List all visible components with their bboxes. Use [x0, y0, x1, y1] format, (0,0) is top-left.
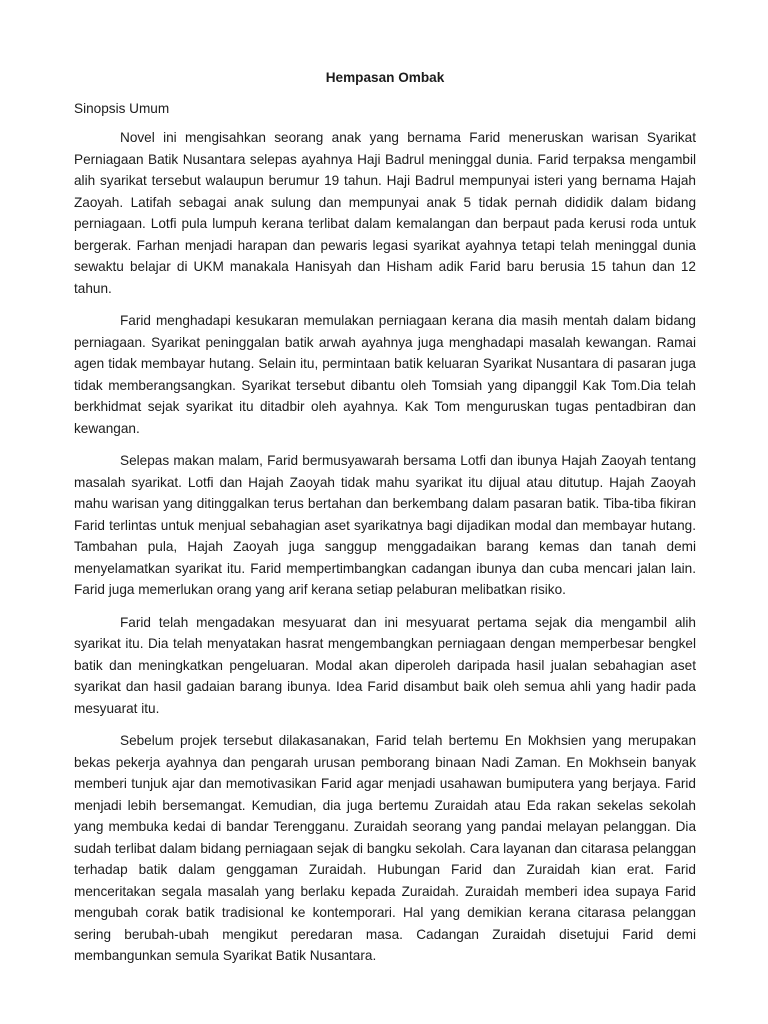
- paragraph-3: Selepas makan malam, Farid bermusyawarah bersama Lotfi dan ibunya Hajah Zaoyah tentang masalah syarikat. Lotfi dan Hajah Zaoyah tidak mahu syarikat itu dijual atau ditutup. Hajah Zaoyah mahu warisan yang ditinggalkan terus bertahan dan berkembang dalam pasaran batik. Tiba-tiba fikiran Farid terlintas untuk menjual sebahagian aset syarikatnya bagi dijadikan modal dan membayar hutang. Tambahan pula, Hajah Zaoyah juga sanggup menggadaikan barang kemas dan tanah demi menyelamatkan syarikat itu. Farid mempertimbangkan cadangan ibunya dan cuba mencari jalan lain. Farid juga memerlukan orang yang arif kerana setiap pelaburan melibatkan risiko.: [74, 453, 696, 597]
- section-heading: Sinopsis Umum: [74, 101, 170, 116]
- paragraph-2: Farid menghadapi kesukaran memulakan perniagaan kerana dia masih mentah dalam bidang perniagaan. Syarikat peninggalan batik arwah ayahnya juga menghadapi masalah kewangan. Ramai agen tidak membayar hutang. Selain itu, permintaan batik keluaran Syarikat Nusantara di pasaran juga tidak memberangsangkan. Syarikat tersebut dibantu oleh Tomsiah yang dipanggil Kak Tom.Dia telah berkhidmat sejak syarikat itu ditadbir oleh ayahnya. Kak Tom menguruskan tugas pentadbiran dan kewangan.: [74, 313, 696, 436]
- paragraph-4: Farid telah mengadakan mesyuarat dan ini mesyuarat pertama sejak dia mengambil alih syarikat itu. Dia telah menyatakan hasrat mengembangkan perniagaan dengan memperbesar bengkel batik dan meningkatkan pengeluaran. Modal akan diperoleh daripada hasil jualan sebahagian aset syarikat dan hasil gadaian barang ibunya. Idea Farid disambut baik oleh semua ahli yang hadir pada mesyuarat itu.: [74, 614, 696, 716]
- paragraph-1: Novel ini mengisahkan seorang anak yang bernama Farid meneruskan warisan Syarikat Perniagaan Batik Nusantara selepas ayahnya Haji Badrul meninggal dunia. Farid terpaksa mengambil alih syarikat tersebut walaupun berumur 19 tahun. Haji Badrul mempunyai isteri yang bernama Hajah Zaoyah. Latifah sebagai anak sulung dan mempunyai anak 5 tidak pernah dididik dalam bidang perniagaan. Lotfi pula lumpuh kerana terlibat dalam kemalangan dan berpaut pada kerusi roda untuk bergerak. Farhan menjadi harapan dan pewaris legasi syarikat ayahnya tetapi telah meninggal dunia sewaktu belajar di UKM manakala Hanisyah dan Hisham adik Farid baru berusia 15 tahun dan 12 tahun.: [74, 130, 696, 296]
- paragraph-5: Sebelum projek tersebut dilakasanakan, Farid telah bertemu En Mokhsien yang merupakan bekas pekerja ayahnya dan pengarah urusan pemborang binaan Nadi Zaman. En Mokhsein banyak memberi tunjuk ajar dan memotivasikan Farid agar menjadi usahawan bumiputera yang berjaya. Farid menjadi lebih bersemangat. Kemudian, dia juga bertemu Zuraidah atau Eda rakan sekelas sekolah yang membuka kedai di bandar Terengganu. Zuraidah seorang yang pandai melayan pelanggan. Dia sudah terlibat dalam bidang perniagaan sejak di bangku sekolah. Cara layanan dan citarasa pelanggan terhadap batik dalam genggaman Zuraidah. Hubungan Farid dan Zuraidah kian erat. Farid menceritakan segala masalah yang berlaku kepada Zuraidah. Zuraidah memberi idea supaya Farid mengubah corak batik tradisional ke kontemporari. Hal yang demikian kerana citarasa pelanggan sering berubah-ubah mengikut peredaran masa. Cadangan Zuraidah disetujui Farid demi membangunkan semula Syarikat Batik Nusantara.: [74, 733, 696, 963]
- document-title: Hempasan Ombak: [325, 70, 445, 85]
